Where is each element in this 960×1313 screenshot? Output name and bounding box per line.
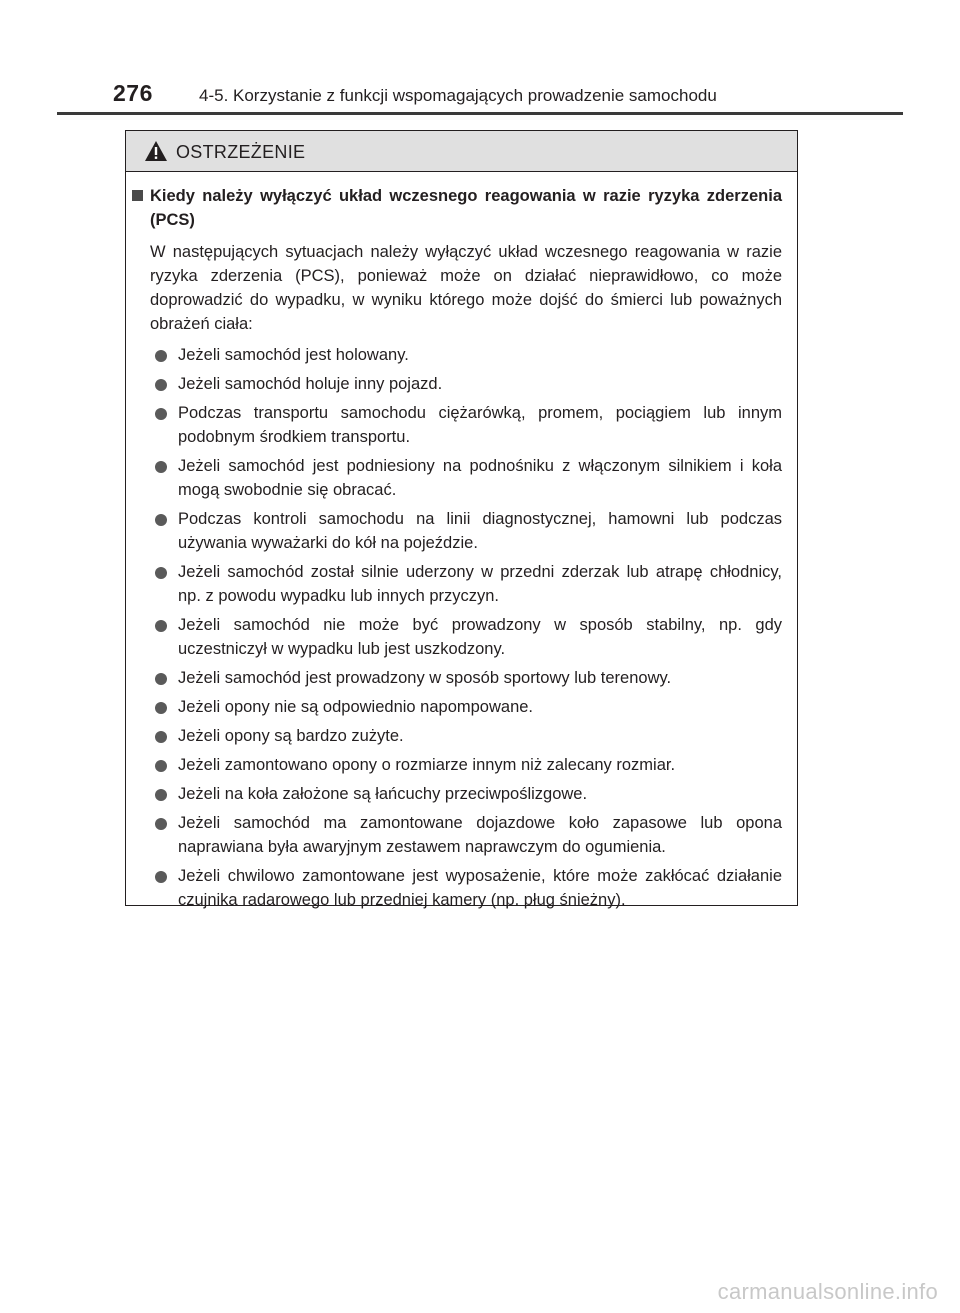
bullet-dot-icon [155, 818, 167, 830]
bullet-dot-icon [155, 350, 167, 362]
list-item-text: Jeżeli samochód jest prowadzony w sposób sportowy lub terenowy. [178, 669, 672, 687]
warning-box [125, 130, 798, 909]
bullet-dot-icon [155, 514, 167, 526]
bullet-dot-icon [155, 702, 167, 714]
list-item [132, 343, 782, 367]
bullet-dot-icon [155, 620, 167, 632]
header-divider [57, 112, 903, 115]
list-item-text: Jeżeli na koła założone są łańcuchy przeciwpoślizgowe. [178, 785, 588, 803]
list-item [132, 782, 782, 806]
list-item-text: Jeżeli opony są bardzo zużyte. [178, 727, 404, 745]
list-item-text: Jeżeli samochód został silnie uderzony w przedni zderzak lub atrapę chłodnicy, np. z powodu wypadku lub innych przyczyn. [178, 563, 782, 605]
list-item [132, 666, 782, 690]
bullet-dot-icon [155, 673, 167, 685]
bullet-dot-icon [155, 789, 167, 801]
list-item-text: Podczas kontroli samochodu na linii diagnostycznej, hamowni lub podczas używania wyważarki do kół na pojeździe. [178, 510, 782, 552]
bullet-dot-icon [155, 567, 167, 579]
list-item-text: Jeżeli samochód jest podniesiony na podnośniku z włączonym silnikiem i koła mogą swobodnie się obracać. [178, 457, 782, 499]
square-bullet-icon [132, 190, 143, 201]
list-item-text: Podczas transportu samochodu ciężarówką, promem, pociągiem lub innym podobnym środkiem transportu. [178, 404, 782, 446]
warning-header [126, 131, 797, 172]
bullet-dot-icon [155, 461, 167, 473]
list-item [132, 507, 782, 555]
list-item [132, 560, 782, 608]
list-item-text: Jeżeli samochód ma zamontowane dojazdowe koło zapasowe lub opona naprawiana była awaryjnym zestawem naprawczym do ogumienia. [178, 814, 782, 856]
list-item [132, 753, 782, 777]
warning-subheading-text: Kiedy należy wyłączyć układ wczesnego reagowania w razie ryzyka zderzenia (PCS) [150, 187, 782, 229]
list-item [132, 613, 782, 661]
list-item-text: Jeżeli samochód nie może być prowadzony w sposób stabilny, np. gdy uczestniczył w wypadku lub jest uszkodzony. [178, 616, 782, 658]
list-item-text: Jeżeli chwilowo zamontowane jest wyposażenie, które może zakłócać działanie czujnika radarowego lub przedniej kamery (np. pług śnieżny). [178, 867, 782, 909]
section-title: 4-5. Korzystanie z funkcji wspomagających prowadzenie samochodu [199, 86, 717, 105]
warning-intro: W następujących sytuacjach należy wyłączyć układ wczesnego reagowania w razie ryzyka zderzenia (PCS), ponieważ może on działać nieprawidłowo, co może doprowadzić do wypadku, w wyniku którego może dojść do śmierci lub poważnych obrażeń ciała: [150, 243, 782, 333]
list-item [132, 811, 782, 859]
list-item-text: Jeżeli zamontowano opony o rozmiarze innym niż zalecany rozmiar. [178, 756, 676, 774]
list-item [132, 372, 782, 396]
bullet-dot-icon [155, 760, 167, 772]
warning-title: OSTRZEŻENIE [176, 142, 306, 162]
page-header [0, 72, 960, 116]
warning-list [132, 343, 782, 912]
list-item [132, 864, 782, 912]
bullet-dot-icon [155, 731, 167, 743]
list-item-text: Jeżeli samochód holuje inny pojazd. [178, 375, 443, 393]
list-item-text: Jeżeli samochód jest holowany. [178, 346, 409, 364]
site-watermark: carmanualsonline.info [717, 1279, 938, 1304]
page-number: 276 [113, 80, 153, 106]
bullet-dot-icon [155, 871, 167, 883]
bullet-dot-icon [155, 408, 167, 420]
list-item [132, 695, 782, 719]
bullet-dot-icon [155, 379, 167, 391]
list-item [132, 724, 782, 748]
warning-body [126, 172, 797, 912]
warning-subheading [132, 184, 782, 232]
list-item [132, 454, 782, 502]
list-item-text: Jeżeli opony nie są odpowiednio napompowane. [178, 698, 533, 716]
list-item [132, 401, 782, 449]
warning-triangle-icon [144, 140, 168, 162]
